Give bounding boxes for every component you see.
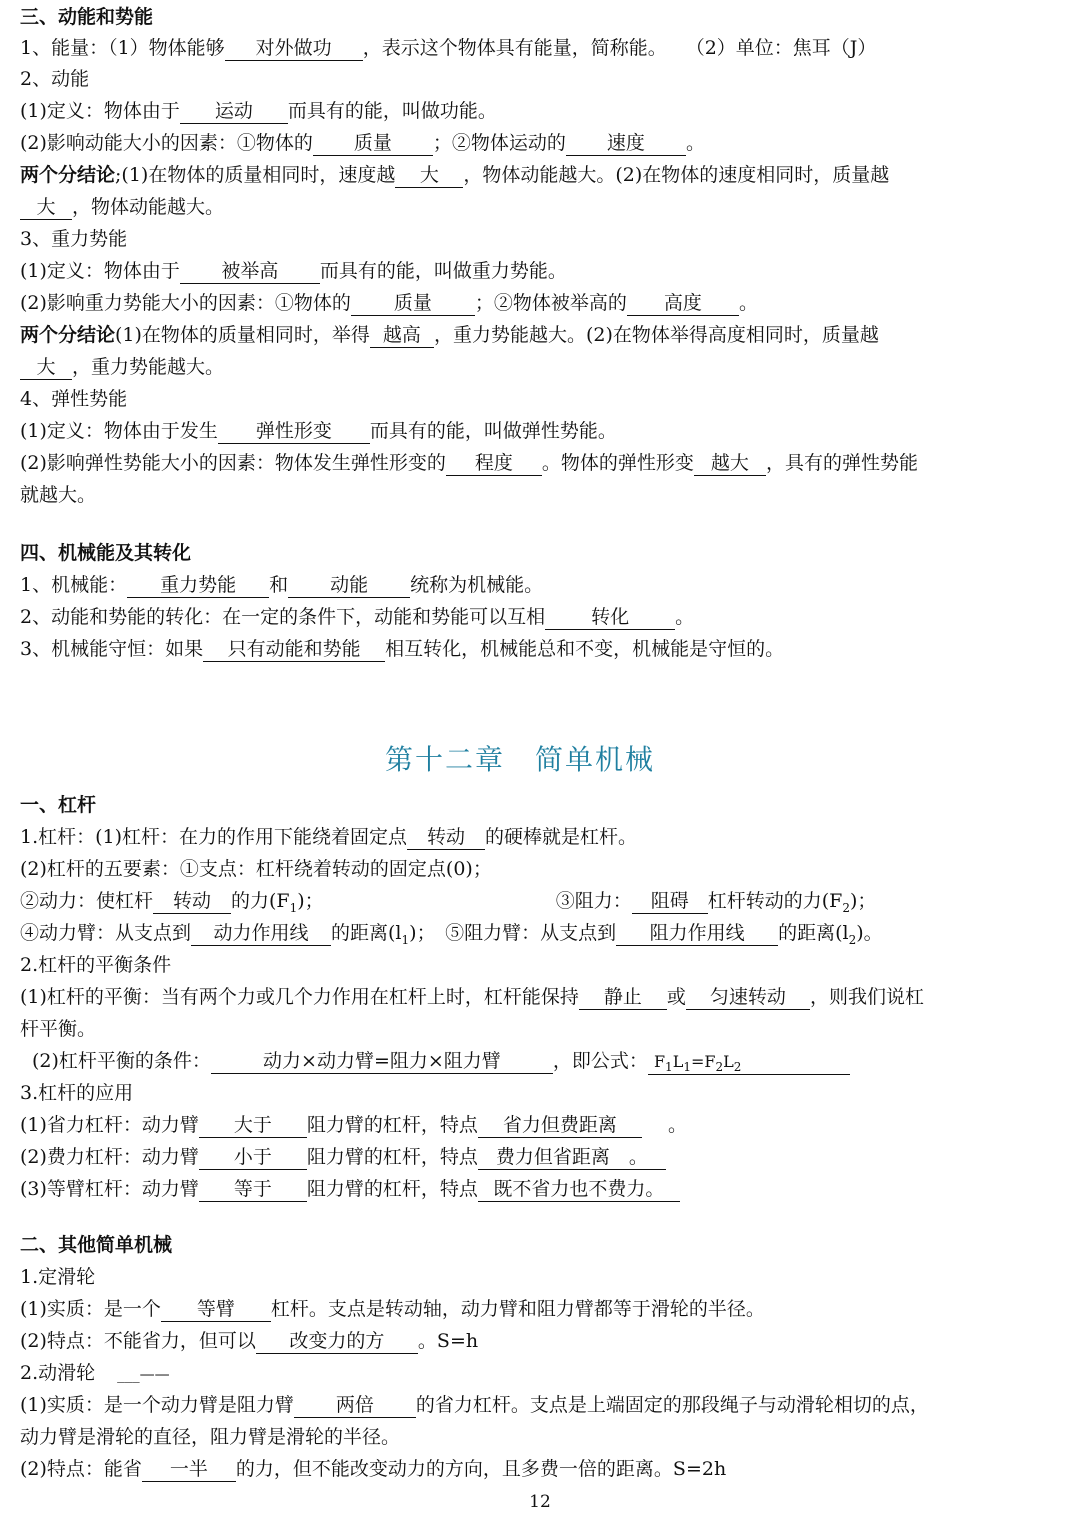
page-number: 12 (529, 1492, 551, 1512)
answer-blank: 阻碍 (632, 889, 708, 914)
answer-blank: 一半 (142, 1457, 236, 1482)
answer-blank: 高度 (627, 291, 739, 316)
text-line: ④动力臂：从支点到 动力作用线 的距离$(l_1)$； ⑤阻力臂：从支点到 阻力作用线 的距离$(l_2)$。 (20, 922, 883, 947)
text-line: 两个分结论;(1)在物体的质量相同时，速度越 大 ，物体动能越大。(2)在物体的速度相同时，质量越 (20, 164, 890, 186)
answer-blank: 动力×动力臂=阻力×阻力臂 (211, 1049, 553, 1074)
text-line: (2)影响重力势能大小的因素：①物体的 质量 ；②物体被举高的 高度 。 (20, 292, 758, 314)
answer-blank: 转动 (153, 889, 231, 914)
answer-blank: 越大 (694, 451, 766, 476)
text-line: (2)特点：能省 一半 的力，但不能改变动力的方向，且多费一倍的距离。S=2h (20, 1458, 727, 1480)
formula-blank: $F_1L_1=F_2L_2$ (648, 1050, 850, 1075)
text-line: 1.杠杆：(1)杠杆：在力的作用下能绕着固定点 转动 的硬棒就是杠杆。 (20, 826, 638, 848)
answer-blank: 省力但费距离 (478, 1113, 642, 1138)
answer-blank: 小于 (199, 1145, 307, 1170)
answer-blank: 动力作用线 (191, 921, 331, 946)
text-line: (2)特点：不能省力，但可以 改变力的方 。S=h (20, 1330, 479, 1352)
answer-blank: 只有动能和势能 (203, 637, 385, 662)
answer-blank: 速度 (566, 131, 686, 156)
text-line: (2)杠杆的五要素：①支点：杠杆绕着转动的固定点(0)； (20, 858, 492, 880)
answer-blank: 大 (395, 163, 463, 188)
answer-blank: 重力势能 (127, 573, 269, 598)
text-line: 杆平衡。 (20, 1018, 97, 1040)
text-line: 2.动滑轮 ___—— (20, 1362, 170, 1384)
answer-blank: 两倍 (294, 1393, 416, 1418)
text-line: (1)杠杆的平衡：当有两个力或几个力作用在杠杆上时，杠杆能保持 静止 或 匀速转动 ，则我们说杠 (20, 986, 924, 1008)
answer-blank: 改变力的方 (256, 1329, 418, 1354)
answer-blank: 程度 (446, 451, 542, 476)
answer-blank: 匀速转动 (686, 985, 810, 1010)
text-line: 就越大。 (20, 484, 97, 506)
answer-blank: 费力但省距离 。 (478, 1145, 666, 1170)
answer-blank: 对外做功 (225, 36, 363, 61)
answer-blank: 动能 (288, 573, 410, 598)
answer-blank: 质量 (351, 291, 475, 316)
answer-blank: 转化 (545, 605, 675, 630)
text-line: (2)费力杠杆：动力臂 小于 阻力臂的杠杆，特点 费力但省距离 。 (20, 1142, 666, 1173)
answer-blank: 转动 (407, 825, 485, 850)
text-line: 两个分结论(1)在物体的质量相同时，举得 越高 ，重力势能越大。(2)在物体举得高度相同时，质量越 (20, 324, 879, 346)
section-title: 一、杠杆 (20, 794, 97, 816)
answer-blank: 质量 (313, 131, 433, 156)
answer-blank: 越高 (370, 323, 434, 348)
answer-blank: 运动 (180, 99, 288, 124)
section-title: 四、机械能及其转化 (20, 542, 192, 564)
text-line: (1)实质：是一个 等臂 杠杆。支点是转动轴，动力臂和阻力臂都等于滑轮的半径。 (20, 1298, 765, 1320)
text-line: 3、重力势能 (20, 228, 128, 250)
answer-blank: 大 (20, 195, 72, 220)
text-line: (3)等臂杠杆：动力臂 等于 阻力臂的杠杆，特点 既不省力也不费力。 (20, 1174, 680, 1205)
answer-blank: 等于 (199, 1177, 307, 1202)
text-line: 1、机械能： 重力势能 和 动能 统称为机械能。 (20, 574, 544, 596)
section-title: 二、其他简单机械 (20, 1234, 173, 1256)
answer-blank: 等臂 (161, 1297, 271, 1322)
answer-blank: 既不省力也不费力。 (478, 1177, 680, 1202)
answer-blank: 大于 (199, 1113, 307, 1138)
text-line: (1)定义：物体由于 运动 而具有的能，叫做功能。 (20, 100, 497, 122)
text-line: (1)省力杠杆：动力臂 大于 阻力臂的杠杆，特点 省力但费距离 。 (20, 1114, 687, 1136)
text-line: (1)定义：物体由于发生 弹性形变 而具有的能，叫做弹性势能。 (20, 420, 617, 442)
text-line: 大 ，物体动能越大。 (20, 192, 224, 223)
text-line: 动力臂是滑轮的直径，阻力臂是滑轮的半径。 (20, 1426, 401, 1448)
text-line: (2)影响动能大小的因素：①物体的 质量 ；②物体运动的 速度 。 (20, 132, 705, 154)
text-line: ②动力：使杠杆 转动 的力$(F_1)$； ③阻力： 阻碍 杠杆转动的力$(F_2)$； (20, 890, 877, 915)
text-line: (1)实质：是一个动力臂是阻力臂 两倍 的省力杠杆。支点是上端固定的那段绳子与动滑轮相切的点， (20, 1394, 929, 1416)
text-line: 3、机械能守恒：如果 只有动能和势能 相互转化，机械能总和不变，机械能是守恒的。 (20, 638, 785, 660)
text-line: (2)杠杆平衡的条件： 动力×动力臂=阻力×阻力臂 ，即公式： $F_1L_1=F_2L_2$ (32, 1046, 850, 1077)
text-line: 2、动能和势能的转化：在一定的条件下，动能和势能可以互相 转化 。 (20, 606, 695, 628)
text-line: 2.杠杆的平衡条件 (20, 954, 172, 976)
text-line: 4、弹性势能 (20, 388, 128, 410)
chapter-title: 第十二章 简单机械 (384, 743, 655, 776)
text-line: 3.杠杆的应用 (20, 1082, 134, 1104)
answer-blank: 阻力作用线 (616, 921, 778, 946)
answer-blank: 被举高 (180, 259, 320, 284)
text-line: 1、能量：（1）物体能够 对外做功 ，表示这个物体具有能量，简称能。 （2）单位：焦耳（J） (20, 37, 877, 59)
section-title: 三、动能和势能 (20, 6, 154, 28)
text-line: 大 ，重力势能越大。 (20, 352, 224, 383)
text-line: 2、动能 (20, 68, 90, 90)
answer-blank: 静止 (579, 985, 667, 1010)
answer-blank: 大 (20, 355, 72, 380)
text-line: (1)定义：物体由于 被举高 而具有的能，叫做重力势能。 (20, 260, 567, 282)
answer-blank: 弹性形变 (218, 419, 370, 444)
text-line: 1.定滑轮 (20, 1266, 96, 1288)
text-line: (2)影响弹性势能大小的因素：物体发生弹性形变的 程度 。物体的弹性形变 越大 ，具有的弹性势能 (20, 452, 918, 474)
